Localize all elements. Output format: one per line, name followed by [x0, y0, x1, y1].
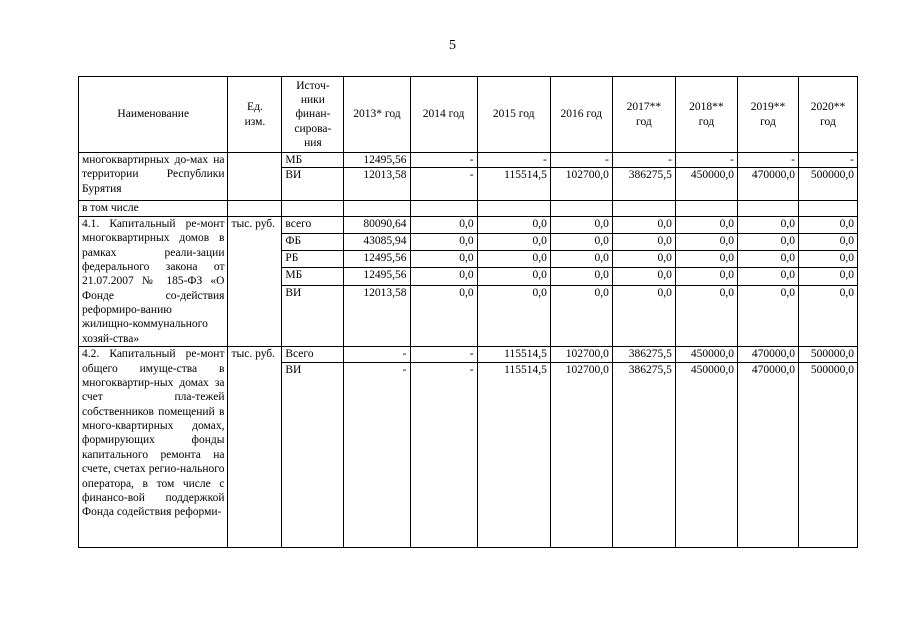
- cell-2015: 0,0: [477, 285, 550, 346]
- cell-2019: 0,0: [737, 233, 798, 250]
- cell-2019: 470000,0: [737, 362, 798, 547]
- cell-2020: 500000,0: [798, 168, 857, 201]
- cell-2017: -: [612, 153, 675, 168]
- cell-2017: 0,0: [612, 251, 675, 268]
- budget-table: [78, 76, 858, 548]
- cell-2013: 80090,64: [344, 216, 410, 233]
- cell-2016: 0,0: [550, 268, 612, 285]
- cell-2017: 0,0: [612, 233, 675, 250]
- row-source: МБ: [282, 153, 344, 168]
- row-unit: [228, 153, 282, 201]
- row-source: ВИ: [282, 168, 344, 201]
- header-name: Наименование: [79, 77, 228, 153]
- cell-2016: -: [550, 153, 612, 168]
- cell-2015: 0,0: [477, 268, 550, 285]
- cell-2013: -: [344, 362, 410, 547]
- cell-2016: 0,0: [550, 285, 612, 346]
- cell-2019: 0,0: [737, 268, 798, 285]
- cell-2018: 450000,0: [675, 168, 737, 201]
- cell-2020: 0,0: [798, 268, 857, 285]
- row-source: ВИ: [282, 362, 344, 547]
- header-2015: 2015 год: [477, 77, 550, 153]
- row-unit: тыс. руб.: [228, 216, 282, 346]
- row-source: РБ: [282, 251, 344, 268]
- cell-2018: 0,0: [675, 251, 737, 268]
- cell-2016: 102700,0: [550, 347, 612, 362]
- cell-2017: 386275,5: [612, 347, 675, 362]
- cell-2017: 0,0: [612, 285, 675, 346]
- header-row: [79, 77, 858, 153]
- cell-2018: 0,0: [675, 285, 737, 346]
- header-2016: 2016 год: [550, 77, 612, 153]
- cell-2014: -: [410, 362, 477, 547]
- row-name: 4.2. Капитальный ре-монт общего имуще-ства в многоквартир-ных домах за счет пла-тежей собственников помещений в много-квартирных домах, формирующих фонды капитального ремонта на счете, счетах регио-нального оператора, в том числе с финансо-вой поддержкой Фонда содействия реформи-: [79, 347, 228, 547]
- cell-2016: 0,0: [550, 233, 612, 250]
- cell-2020: 0,0: [798, 216, 857, 233]
- cell-2014: -: [410, 168, 477, 201]
- header-2014: 2014 год: [410, 77, 477, 153]
- row-source: ФБ: [282, 233, 344, 250]
- cell-2018: 0,0: [675, 216, 737, 233]
- cell-2013: 12495,56: [344, 268, 410, 285]
- cell-2017: 386275,5: [612, 362, 675, 547]
- cell-2013: -: [344, 347, 410, 362]
- header-2013: 2013* год: [344, 77, 410, 153]
- row-unit: тыс. руб.: [228, 347, 282, 547]
- row-source: ВИ: [282, 285, 344, 346]
- cell-2020: 500000,0: [798, 347, 857, 362]
- table-row: [79, 347, 858, 362]
- cell-2015: 0,0: [477, 233, 550, 250]
- cell-2016: 102700,0: [550, 168, 612, 201]
- cell-2014: 0,0: [410, 285, 477, 346]
- cell-2020: 500000,0: [798, 362, 857, 547]
- header-source: Источ- ники финан- сирова- ния: [282, 77, 344, 153]
- cell-2014: -: [410, 347, 477, 362]
- row-name: многоквартирных до-мах на территории Республики Бурятия: [79, 153, 228, 201]
- cell-2015: -: [477, 153, 550, 168]
- row-source: Всего: [282, 347, 344, 362]
- cell-2018: 0,0: [675, 233, 737, 250]
- cell-2013: 12013,58: [344, 168, 410, 201]
- cell-2020: 0,0: [798, 285, 857, 346]
- cell-2019: 0,0: [737, 216, 798, 233]
- cell-2016: 0,0: [550, 251, 612, 268]
- cell-2019: -: [737, 153, 798, 168]
- cell-2020: 0,0: [798, 233, 857, 250]
- cell-2018: 450000,0: [675, 362, 737, 547]
- cell-2019: 0,0: [737, 251, 798, 268]
- cell-2016: 102700,0: [550, 362, 612, 547]
- in-total-label: в том числе: [79, 201, 228, 216]
- cell-2013: 12495,56: [344, 251, 410, 268]
- cell-2017: 386275,5: [612, 168, 675, 201]
- page-number: 5: [449, 38, 456, 53]
- cell-2015: 115514,5: [477, 168, 550, 201]
- cell-2018: 450000,0: [675, 347, 737, 362]
- cell-2018: -: [675, 153, 737, 168]
- cell-2019: 470000,0: [737, 347, 798, 362]
- header-2017: 2017** год: [612, 77, 675, 153]
- cell-2018: 0,0: [675, 268, 737, 285]
- cell-2013: 43085,94: [344, 233, 410, 250]
- header-2018: 2018** год: [675, 77, 737, 153]
- cell-2014: 0,0: [410, 216, 477, 233]
- row-source: МБ: [282, 268, 344, 285]
- cell-2015: 115514,5: [477, 362, 550, 547]
- header-unit: Ед. изм.: [228, 77, 282, 153]
- cell-2014: -: [410, 153, 477, 168]
- header-2020: 2020** год: [798, 77, 857, 153]
- table-row: [79, 201, 858, 216]
- cell-2020: -: [798, 153, 857, 168]
- table-row: [79, 153, 858, 168]
- table-row: [79, 216, 858, 233]
- cell-2017: 0,0: [612, 216, 675, 233]
- cell-2013: 12013,58: [344, 285, 410, 346]
- header-2019: 2019** год: [737, 77, 798, 153]
- cell-2015: 115514,5: [477, 347, 550, 362]
- row-source: всего: [282, 216, 344, 233]
- cell-2019: 470000,0: [737, 168, 798, 201]
- cell-2017: 0,0: [612, 268, 675, 285]
- cell-2014: 0,0: [410, 233, 477, 250]
- cell-2020: 0,0: [798, 251, 857, 268]
- cell-2013: 12495,56: [344, 153, 410, 168]
- row-name: 4.1. Капитальный ре-монт многоквартирных домов в рамках реали-зации федерального закона от 21.07.2007 № 185-ФЗ «О Фонде со-действия реформиро-ванию жилищно-коммунального хозяй-ства»: [79, 216, 228, 346]
- cell-2016: 0,0: [550, 216, 612, 233]
- cell-2015: 0,0: [477, 251, 550, 268]
- cell-2015: 0,0: [477, 216, 550, 233]
- cell-2014: 0,0: [410, 268, 477, 285]
- cell-2014: 0,0: [410, 251, 477, 268]
- cell-2019: 0,0: [737, 285, 798, 346]
